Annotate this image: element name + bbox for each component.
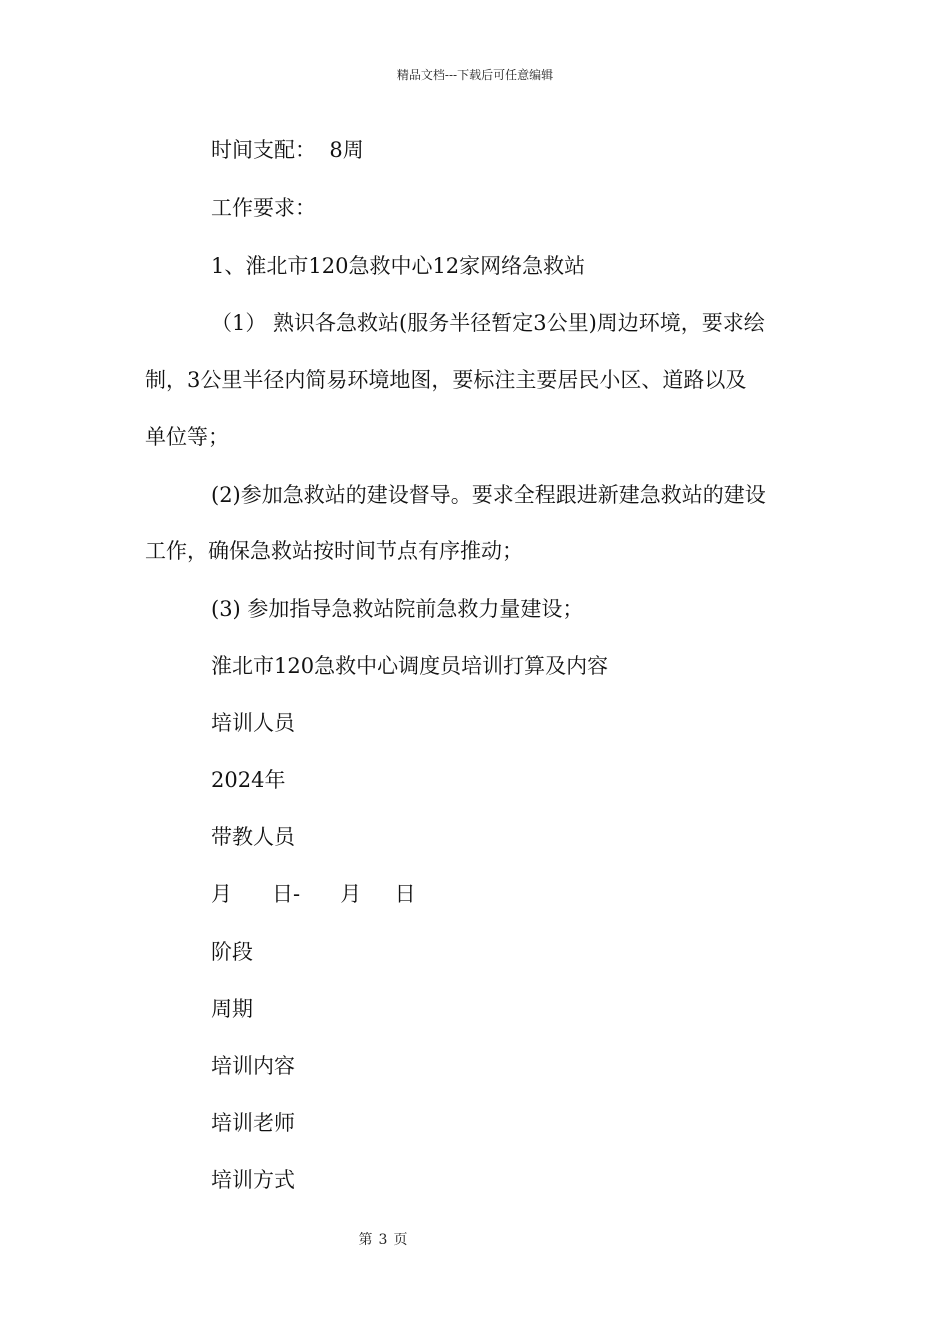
time-arrangement: 时间支配： 8周	[211, 138, 364, 162]
year-text: 2024年	[211, 768, 286, 792]
item-1-sub-3: (3) 参加指导急救站院前急救力量建设；	[211, 597, 584, 621]
document-header: 精品文档---下载后可任意编辑	[396, 68, 554, 82]
item-1-sub-2-line-1: (2)参加急救站的建设督导。要求全程跟进新建急救站的建设	[211, 483, 766, 507]
work-requirements-heading: 工作要求：	[211, 196, 316, 220]
teacher-label: 培训老师	[211, 1111, 295, 1135]
training-plan-title: 淮北市120急救中心调度员培训打算及内容	[211, 654, 609, 678]
item-1-sub-2-line-2: 工作，确保急救站按时间节点有序推动；	[145, 539, 523, 563]
page-number: 3	[378, 1232, 388, 1248]
trainees-label: 培训人员	[211, 711, 295, 735]
item-1-sub-1-line-2: 制，3公里半径内简易环境地图，要标注主要居民小区、道路以及	[145, 368, 747, 392]
period-label: 周期	[211, 997, 253, 1021]
mentors-label: 带教人员	[211, 825, 295, 849]
item-1-title: 1、淮北市120急救中心12家网络急救站	[211, 254, 586, 278]
content-label: 培训内容	[211, 1054, 295, 1078]
stage-label: 阶段	[211, 940, 253, 964]
item-1-sub-1-line-1: （1） 熟识各急救站(服务半径暂定3公里)周边环境，要求绘	[211, 311, 765, 335]
page-footer	[0, 1229, 766, 1249]
date-range: 月 日- 月 日	[211, 882, 416, 906]
item-1-sub-1-line-3: 单位等；	[145, 425, 229, 449]
page-prefix: 第	[358, 1232, 373, 1248]
page-suffix: 页	[393, 1232, 408, 1248]
method-label: 培训方式	[211, 1168, 295, 1192]
